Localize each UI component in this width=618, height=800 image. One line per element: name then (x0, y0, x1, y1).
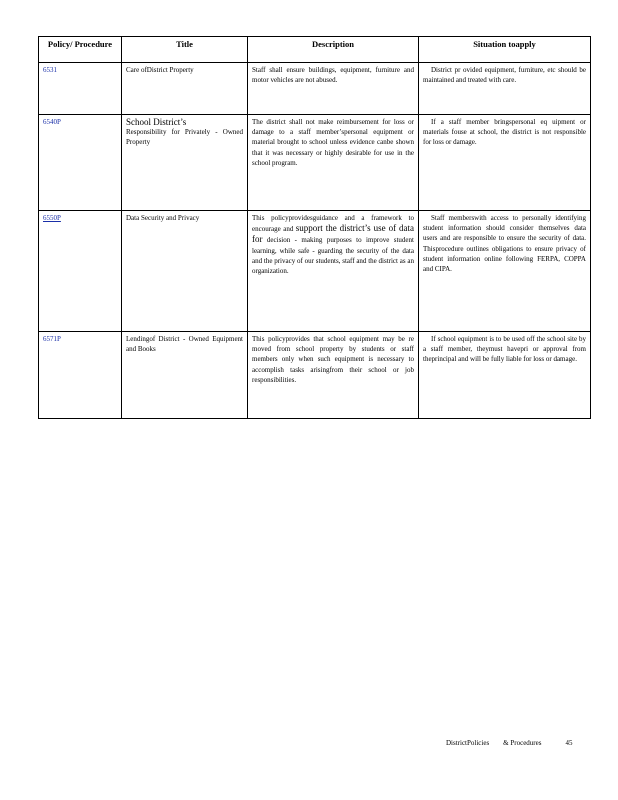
policy-description: This policyprovides that school equipment may be re moved from school property by students or staff members only when such equipment is necessary to accomplish tasks arisingfrom their school or job responsibilities. (248, 332, 419, 419)
situation-text: If a staff member bringspersonal eq uipment or materials fouse at school, the district is not responsible for loss or damage. (423, 118, 586, 147)
policy-description (248, 211, 419, 332)
footer-left: DistrictPolicies (446, 739, 490, 747)
policy-code: 6571P (39, 332, 122, 419)
policies-table (38, 36, 591, 419)
description-part-2: decision - making purposes to improve student learning, while safe - guarding the security of the data and the privacy of our students, staff and the district as an organization. (252, 236, 414, 276)
header-policy: Policy/ Procedure (39, 37, 122, 63)
page-number: 45 (565, 739, 573, 747)
page-footer (446, 739, 572, 747)
situation-text: District pr ovided equipment, furniture, etc should be maintained and treated with care. (423, 66, 586, 85)
situation-text: Staff memberswith access to personally identifying student information should consider themselves data users and are responsible to ensure the security of data. Thisprocedure outlines obligations to ensure privacy of student information online following FERPA, COPPA and CIPA. (423, 214, 586, 274)
table-row (39, 63, 591, 115)
policy-title-rest: Responsibility for Privately - Owned Property (126, 128, 243, 147)
policy-description: Staff shall ensure buildings, equipment, furniture and motor vehicles are not abused. (248, 63, 419, 115)
table-row (39, 332, 591, 419)
situation-text: If school equipment is to be used off the school site by a staff member, theymust havepri or approval from theprincipal and will be fully liable for loss or damage. (423, 335, 586, 364)
description-emphasis: support the district’s use of data for (252, 223, 415, 245)
table-row (39, 115, 591, 211)
policy-title: Lendingof District - Owned Equipment and Books (122, 332, 248, 419)
policy-situation (419, 115, 591, 211)
policy-code: 6540P (39, 115, 122, 211)
header-title: Title (122, 37, 248, 63)
header-situation: Situation toapply (419, 37, 591, 63)
policy-situation (419, 63, 591, 115)
policy-situation (419, 332, 591, 419)
table-header-row (39, 37, 591, 63)
description-part-1: This policyprovidesguidance and a framework to encourage and (252, 214, 414, 234)
policy-title-heading: School District’s (126, 117, 187, 127)
policy-title: Data Security and Privacy (122, 211, 248, 332)
policy-code[interactable]: 6550P (39, 211, 122, 332)
policy-situation (419, 211, 591, 332)
policy-title: Care ofDistrict Property (122, 63, 248, 115)
header-description: Description (248, 37, 419, 63)
table-row (39, 211, 591, 332)
policy-description: The district shall not make reimbursement for loss or damage to a staff member’spersonal equipment or material brought to school unless evidence canbe shown that it was necessary or highly desirable for use in the school program. (248, 115, 419, 211)
footer-right: & Procedures (503, 739, 542, 747)
policy-code: 6531 (39, 63, 122, 115)
policy-title (122, 115, 248, 211)
